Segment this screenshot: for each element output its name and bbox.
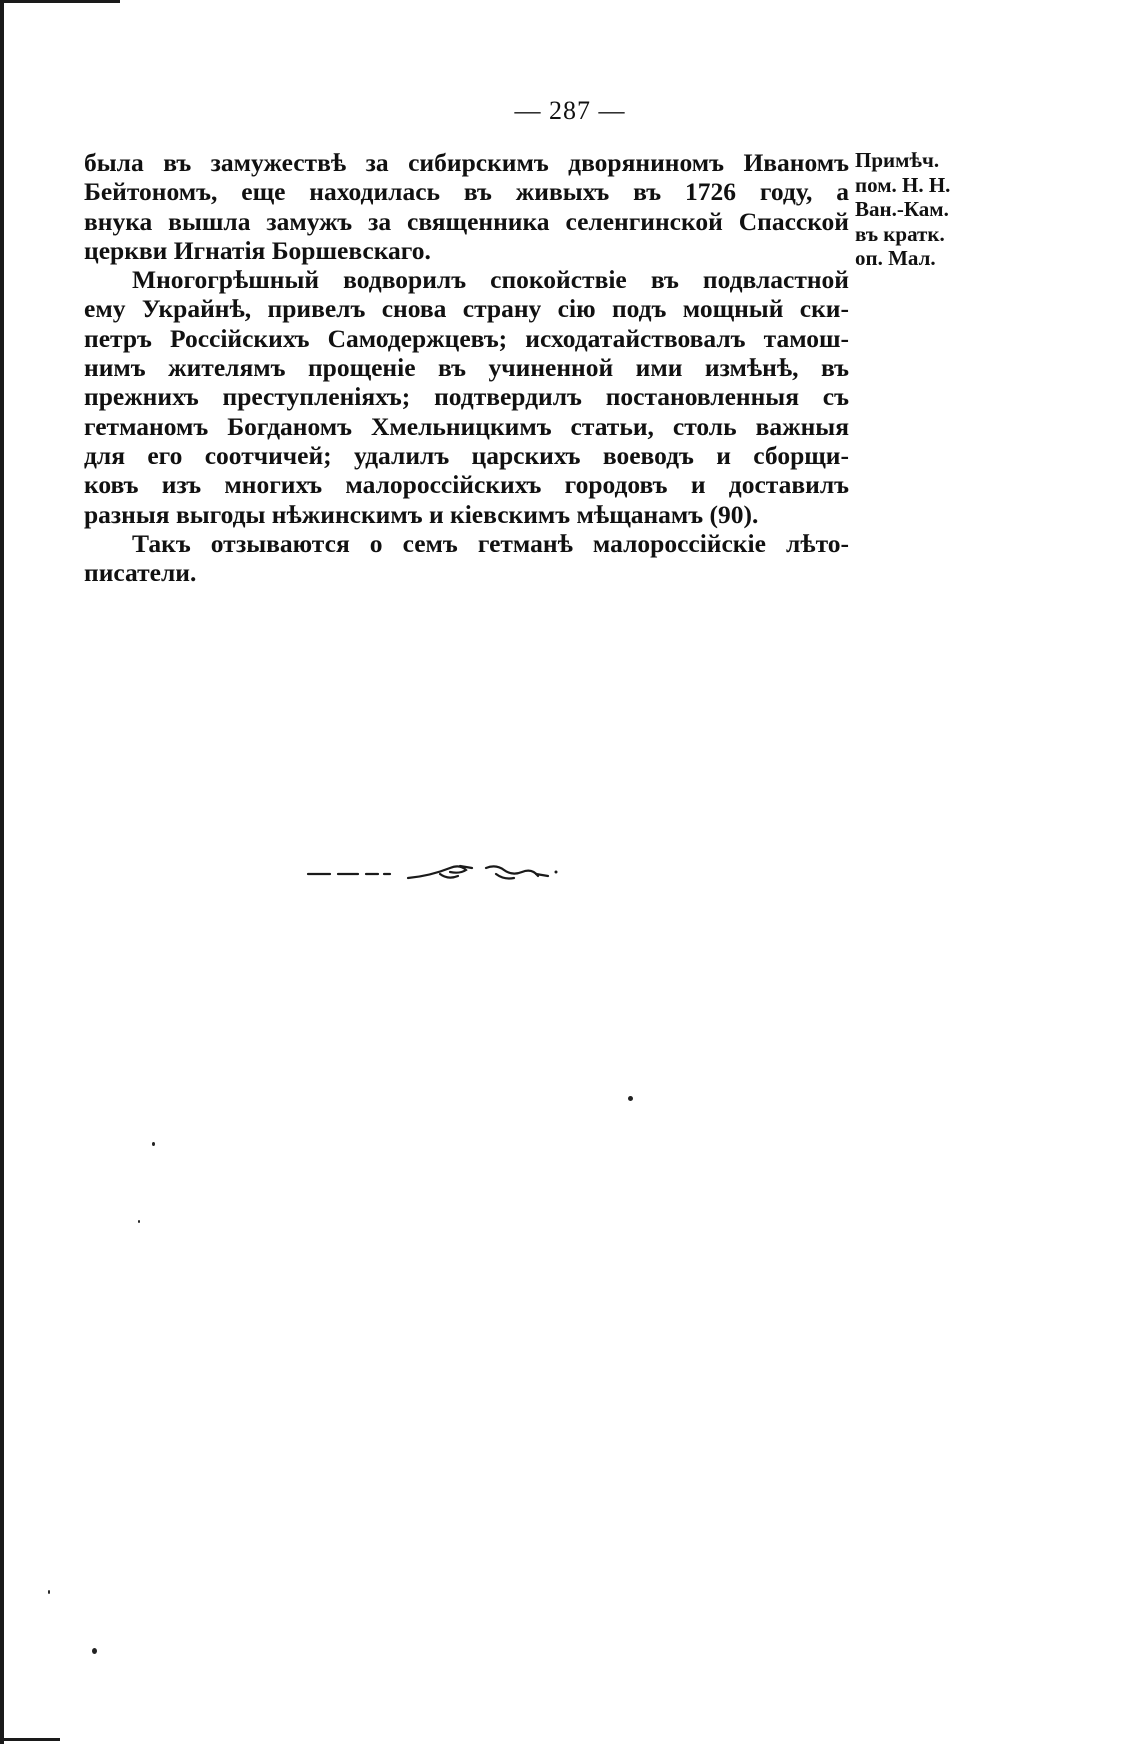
- decorative-fleuron-icon: [300, 858, 620, 888]
- text-line: ковъ изъ многихъ малороссійскихъ городовъ и доставилъ: [84, 470, 849, 500]
- text-line: Многогрѣшный водворилъ спокойствіе въ подвластной: [132, 265, 849, 295]
- margin-note-line: оп. Мал.: [855, 246, 936, 270]
- page-number: — 287 —: [514, 96, 626, 125]
- scan-speck: [92, 1648, 97, 1654]
- text-line: Такъ отзываются о семъ гетманѣ малороссійскіе лѣто-: [132, 528, 849, 558]
- margin-note-line: въ кратк.: [855, 221, 945, 246]
- text-line: гетманомъ Богданомъ Хмельницкимъ статьи, столь важныя: [84, 411, 849, 441]
- scan-speck: [48, 1590, 50, 1594]
- body-text: [84, 148, 849, 587]
- text-line: церкви Игнатія Боршевскаго.: [84, 235, 431, 265]
- margin-note-line: Ван.-Кам.: [855, 197, 949, 221]
- text-line: ему Украйнѣ, привелъ снова страну сію подъ мощный ски-: [84, 294, 849, 324]
- scan-speck: [152, 1142, 155, 1146]
- text-line: петръ Россійскихъ Самодержцевъ; исходатайствовалъ тамош-: [84, 323, 849, 353]
- text-line: нимъ жителямъ прощеніе въ учиненной ими измѣнѣ, въ: [84, 353, 849, 383]
- text-line: разныя выгоды нѣжинскимъ и кіевскимъ мѣщанамъ (90).: [84, 499, 759, 529]
- scan-edge-bottom: [0, 1738, 60, 1741]
- margin-note-line: пом. Н. Н.: [855, 172, 951, 197]
- text-line: для его соотчичей; удалилъ царскихъ воеводъ и сборщи-: [84, 440, 849, 470]
- text-line: Бейтономъ, еще находилась въ живыхъ въ 1726 году, а: [84, 177, 849, 207]
- text-line: прежнихъ преступленіяхъ; подтвердилъ постановленныя съ: [84, 382, 849, 412]
- scan-edge-top: [0, 0, 120, 3]
- scan-edge-left: [0, 0, 4, 1744]
- margin-note: [855, 148, 965, 271]
- margin-note-line: Примѣч.: [855, 148, 940, 172]
- scan-speck: [138, 1220, 140, 1223]
- text-line: писатели.: [84, 558, 197, 588]
- text-line: внука вышла замужъ за священника селенгинской Спасской: [84, 206, 849, 236]
- text-line: была въ замужествѣ за сибирскимъ дворяниномъ Иваномъ: [84, 148, 849, 177]
- scan-speck: [628, 1096, 633, 1101]
